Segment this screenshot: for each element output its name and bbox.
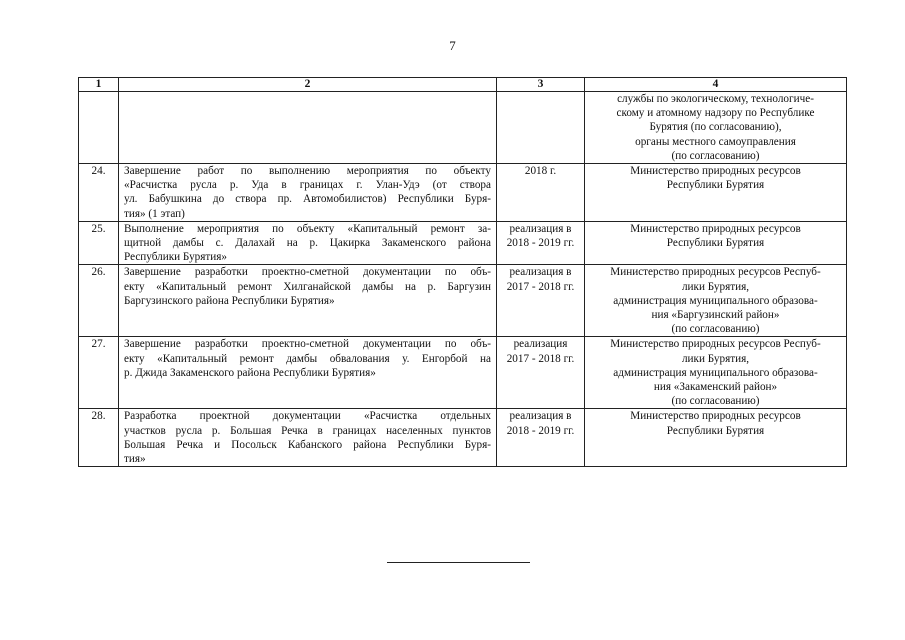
cell-term	[497, 265, 585, 337]
cell-line: Министерство природных ресурсов	[630, 222, 801, 235]
cell-line: тия»	[124, 453, 146, 466]
cell-line: 2018 - 2019 гг.	[506, 237, 575, 250]
cell-line: екту «Капитальный ремонт Хилганайской дамбы на р. Баргузин	[124, 280, 491, 293]
cell-desc	[119, 92, 497, 164]
cell-resp	[585, 221, 847, 265]
measures-table	[78, 77, 847, 467]
cell-num: 25.	[79, 221, 119, 265]
cell-line: ния «Закаменский район»	[653, 381, 778, 394]
table-row	[79, 409, 847, 467]
page-number: 7	[449, 38, 456, 53]
col-header-4: 4	[585, 78, 847, 92]
cell-line: лики Бурятия,	[681, 280, 750, 293]
cell-line: администрация муниципального образова-	[613, 366, 818, 379]
col-header-3: 3	[497, 78, 585, 92]
cell-resp	[585, 164, 847, 222]
cell-line: Баргузинского района Республики Бурятия»	[124, 294, 335, 307]
cell-num: 24.	[79, 164, 119, 222]
cell-line: Бурятия (по согласованию),	[649, 121, 782, 134]
cell-desc	[119, 337, 497, 409]
cell-line: Министерство природных ресурсов	[630, 165, 801, 178]
col-header-1: 1	[79, 78, 119, 92]
cell-line: Разработка проектной документации «Расчистка отдельных	[124, 410, 491, 423]
cell-line: ния «Баргузинский район»	[651, 309, 780, 322]
cell-line: Завершение работ по выполнению мероприятия по объекту	[124, 165, 491, 178]
cell-line: реализация	[513, 338, 568, 351]
cell-line: Завершение разработки проектно-сметной документации по объ-	[124, 338, 491, 351]
cell-resp	[585, 337, 847, 409]
cell-line: Республики Бурятия	[666, 424, 765, 437]
col-header-2: 2	[119, 78, 497, 92]
cell-resp	[585, 92, 847, 164]
continuation-row	[79, 92, 847, 164]
cell-line: ул. Бабушкина до створа пр. Автомобилистов) Республики Буря-	[124, 193, 491, 206]
cell-term	[497, 409, 585, 467]
header-row	[79, 78, 847, 92]
cell-line: участков русла р. Большая Речка в границах населенных пунктов	[124, 424, 491, 437]
cell-line: Министерство природных ресурсов Респуб-	[610, 266, 821, 279]
cell-line: екту «Капитальный ремонт дамбы обвалования у. Енгорбой на	[124, 352, 491, 365]
cell-line: реализация в	[509, 410, 572, 423]
cell-num: 26.	[79, 265, 119, 337]
cell-line: Республики Бурятия»	[124, 251, 228, 264]
cell-line: Выполнение мероприятия по объекту «Капитальный ремонт за-	[124, 222, 491, 235]
cell-term	[497, 92, 585, 164]
cell-line: 2018 г.	[524, 165, 557, 178]
cell-line: скому и атомному надзору по Республике	[616, 107, 815, 120]
cell-line: реализация в	[509, 266, 572, 279]
cell-term	[497, 337, 585, 409]
cell-line: Министерство природных ресурсов	[630, 410, 801, 423]
cell-line: Завершение разработки проектно-сметной документации по объ-	[124, 266, 491, 279]
cell-line: тия» (1 этап)	[124, 207, 185, 220]
cell-line: 2017 - 2018 гг.	[506, 280, 575, 293]
table-row	[79, 265, 847, 337]
cell-resp	[585, 265, 847, 337]
cell-line: (по согласованию)	[671, 395, 760, 408]
cell-line: Республики Бурятия	[666, 179, 765, 192]
cell-line: Министерство природных ресурсов Респуб-	[610, 338, 821, 351]
cell-line: 2017 - 2018 гг.	[506, 352, 575, 365]
cell-line: администрация муниципального образова-	[613, 294, 818, 307]
cell-resp	[585, 409, 847, 467]
cell-line: органы местного самоуправления	[635, 135, 796, 148]
cell-line: щитной дамбы с. Далахай на р. Цакирка Закаменского района	[124, 237, 491, 250]
cell-line: реализация в	[509, 222, 572, 235]
cell-line: (по согласованию)	[671, 323, 760, 336]
cell-line: Республики Бурятия	[666, 237, 765, 250]
cell-desc	[119, 409, 497, 467]
cell-line: лики Бурятия,	[681, 352, 750, 365]
cell-desc	[119, 265, 497, 337]
cell-term	[497, 164, 585, 222]
cell-line: Большая Речка и Посольск Кабанского района Республики Буря-	[124, 438, 491, 451]
cell-line: (по согласованию)	[671, 149, 760, 162]
cell-desc	[119, 164, 497, 222]
cell-desc	[119, 221, 497, 265]
cell-num: 27.	[79, 337, 119, 409]
cell-line: р. Джида Закаменского района Республики Бурятия»	[124, 366, 376, 379]
cell-num: 28.	[79, 409, 119, 467]
footer-divider	[387, 562, 530, 563]
cell-line: 2018 - 2019 гг.	[506, 424, 575, 437]
cell-line: службы по экологическому, технологиче-	[617, 93, 814, 105]
table-row	[79, 337, 847, 409]
table-row	[79, 164, 847, 222]
cell-num	[79, 92, 119, 164]
cell-term	[497, 221, 585, 265]
table-row	[79, 221, 847, 265]
cell-line: «Расчистка русла р. Уда в границах г. Улан-Удэ (от створа	[124, 179, 491, 192]
